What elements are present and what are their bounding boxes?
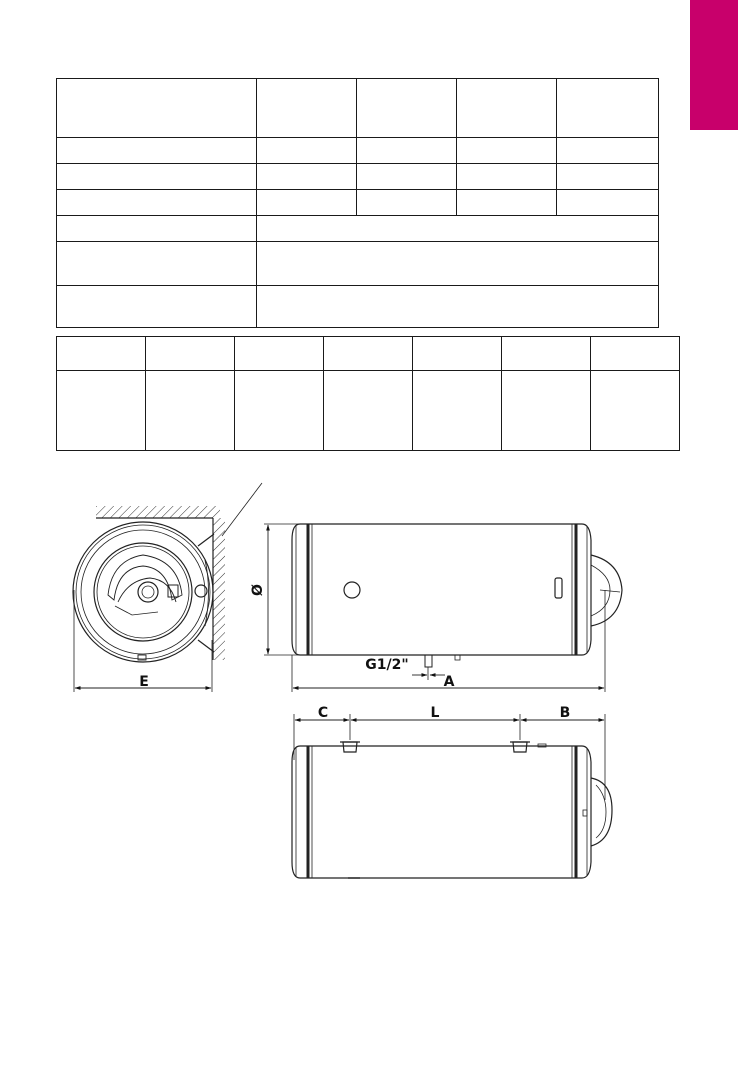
bracket-left [343, 742, 357, 752]
dimension-row [57, 371, 680, 451]
label-thread: G1/2" [365, 657, 409, 673]
spec-cell [57, 242, 257, 286]
dimension-cell [57, 337, 146, 371]
spec-cell [257, 164, 357, 190]
spec-cell [257, 79, 357, 138]
label-e: E [139, 674, 149, 690]
dimension-cell [235, 371, 324, 451]
spec-row [57, 164, 659, 190]
dimension-cell [502, 337, 591, 371]
spec-cell [357, 190, 457, 216]
indicator-light [344, 582, 360, 598]
dimension-cell [324, 371, 413, 451]
accent-tab [690, 0, 738, 130]
label-l: L [430, 705, 440, 721]
spec-row [57, 138, 659, 164]
bracket-right [513, 742, 527, 752]
tank-body-top [292, 746, 591, 878]
spec-header-row [57, 79, 659, 138]
dimension-cell [146, 337, 235, 371]
switch-slot [555, 578, 562, 598]
side-view [73, 483, 262, 692]
spec-cell [57, 286, 257, 328]
spec-row [57, 286, 659, 328]
ceiling-hatch [96, 506, 220, 518]
label-c: C [317, 705, 329, 721]
spec-cell [557, 138, 659, 164]
dimension-cell [146, 371, 235, 451]
spec-cell [357, 164, 457, 190]
outlet-pipe [425, 655, 432, 667]
spec-cell [557, 190, 659, 216]
spec-cell [457, 79, 557, 138]
dimension-cell [413, 337, 502, 371]
spec-cell [57, 190, 257, 216]
spec-cell [357, 138, 457, 164]
spec-table [56, 78, 659, 328]
spec-cell [457, 164, 557, 190]
leader-line [222, 483, 262, 536]
spec-merged-cell [257, 242, 659, 286]
dimension-cell [591, 371, 680, 451]
dimension-table [56, 336, 680, 451]
spec-cell [257, 138, 357, 164]
dimension-cell [591, 337, 680, 371]
dimension-header-row [57, 337, 680, 371]
spec-cell [457, 138, 557, 164]
dimension-cell [502, 371, 591, 451]
spec-row [57, 216, 659, 242]
top-view [292, 714, 612, 878]
spec-cell [57, 216, 257, 242]
label-diameter: Ø [250, 584, 266, 596]
spec-cell [57, 79, 257, 138]
dimension-cell [413, 371, 502, 451]
spec-cell [557, 164, 659, 190]
spec-merged-cell [257, 286, 659, 328]
control-cap-top [591, 778, 612, 846]
spec-row [57, 190, 659, 216]
wall-hatch [213, 518, 225, 660]
spec-merged-cell [257, 216, 659, 242]
front-view [264, 524, 622, 692]
thermostat-knob [138, 582, 158, 602]
dimension-cell [235, 337, 324, 371]
spec-cell [57, 164, 257, 190]
spec-cell [257, 190, 357, 216]
label-b: B [559, 705, 571, 721]
spec-cell [357, 79, 457, 138]
label-a: A [443, 674, 455, 690]
dimension-cell [324, 337, 413, 371]
water-heater-drawing [0, 470, 738, 890]
spec-cell [557, 79, 659, 138]
spec-row [57, 242, 659, 286]
spec-cell [457, 190, 557, 216]
dimension-cell [57, 371, 146, 451]
tank-body [292, 524, 591, 655]
spec-cell [57, 138, 257, 164]
